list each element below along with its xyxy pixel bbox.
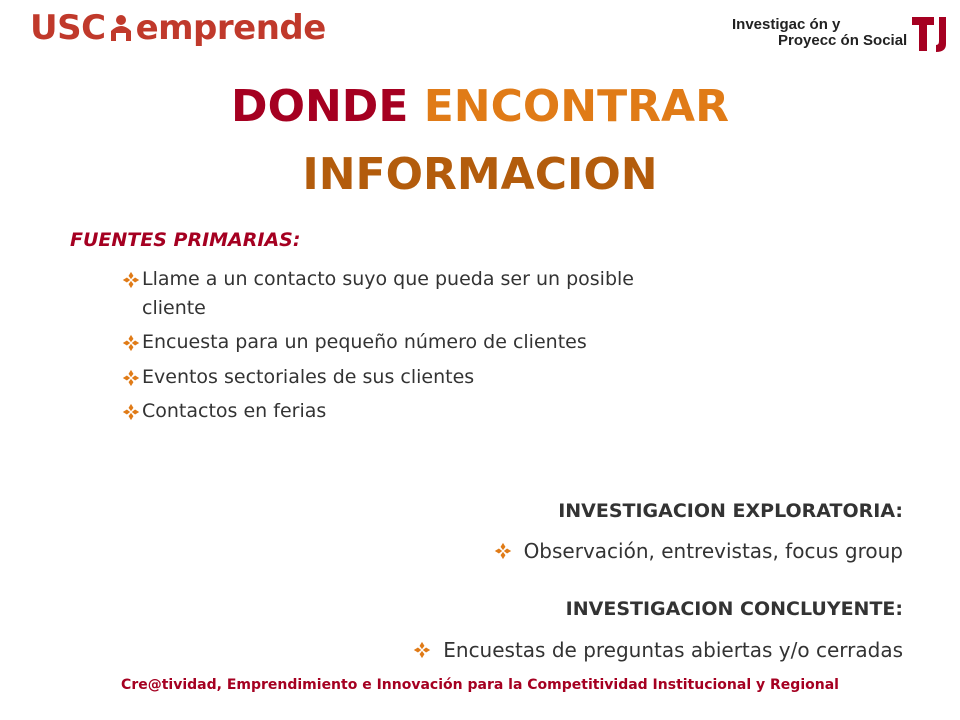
diamond-bullet-icon	[120, 271, 142, 289]
footer-slogan: Cre@tividad, Emprendimiento e Innovación para la Competitividad Institucional y Regional	[121, 677, 839, 693]
title-word-informacion: INFORMACION	[302, 149, 658, 200]
slide-title-line1	[0, 78, 960, 135]
diamond-bullet-icon	[120, 369, 142, 387]
list-item	[120, 328, 680, 357]
diamond-bullet-icon	[492, 542, 514, 560]
conclusive-item-text: Encuestas de preguntas abiertas y/o cerradas	[443, 638, 903, 662]
exploratory-item-text: Observación, entrevistas, focus group	[523, 539, 903, 563]
primary-sources-list	[120, 265, 680, 432]
investigacion-proyeccion-logo	[732, 14, 950, 54]
title-word-donde: DONDE	[231, 81, 409, 132]
diamond-bullet-icon	[411, 641, 433, 659]
logo-right-line2: Proyecc ón Social	[778, 32, 908, 49]
university-mark-icon	[910, 14, 950, 54]
list-item-text: Llame a un contacto suyo que pueda ser un posible cliente	[142, 268, 634, 319]
list-item-text: Encuesta para un pequeño número de clientes	[142, 331, 587, 353]
logo-usc-text: USC	[30, 8, 106, 48]
logo-emprende-text: emprende	[135, 8, 326, 48]
conclusive-research-heading: INVESTIGACION CONCLUYENTE:	[565, 598, 903, 620]
list-item-text: Contactos en ferias	[142, 400, 327, 422]
usc-emprende-logo	[30, 8, 326, 48]
person-icon	[108, 13, 134, 43]
exploratory-item	[492, 539, 903, 563]
diamond-bullet-icon	[120, 403, 142, 421]
exploratory-research-heading: INVESTIGACION EXPLORATORIA:	[558, 500, 903, 522]
diamond-bullet-icon	[120, 334, 142, 352]
primary-sources-heading: FUENTES PRIMARIAS:	[70, 229, 301, 251]
title-word-encontrar: ENCONTRAR	[423, 81, 729, 132]
list-item	[120, 265, 680, 322]
conclusive-item	[411, 638, 903, 662]
list-item	[120, 397, 680, 426]
list-item	[120, 363, 680, 392]
list-item-text: Eventos sectoriales de sus clientes	[142, 365, 475, 388]
logo-right-line1: Investigac ón y	[732, 16, 841, 33]
slide-title-line2	[0, 146, 960, 203]
